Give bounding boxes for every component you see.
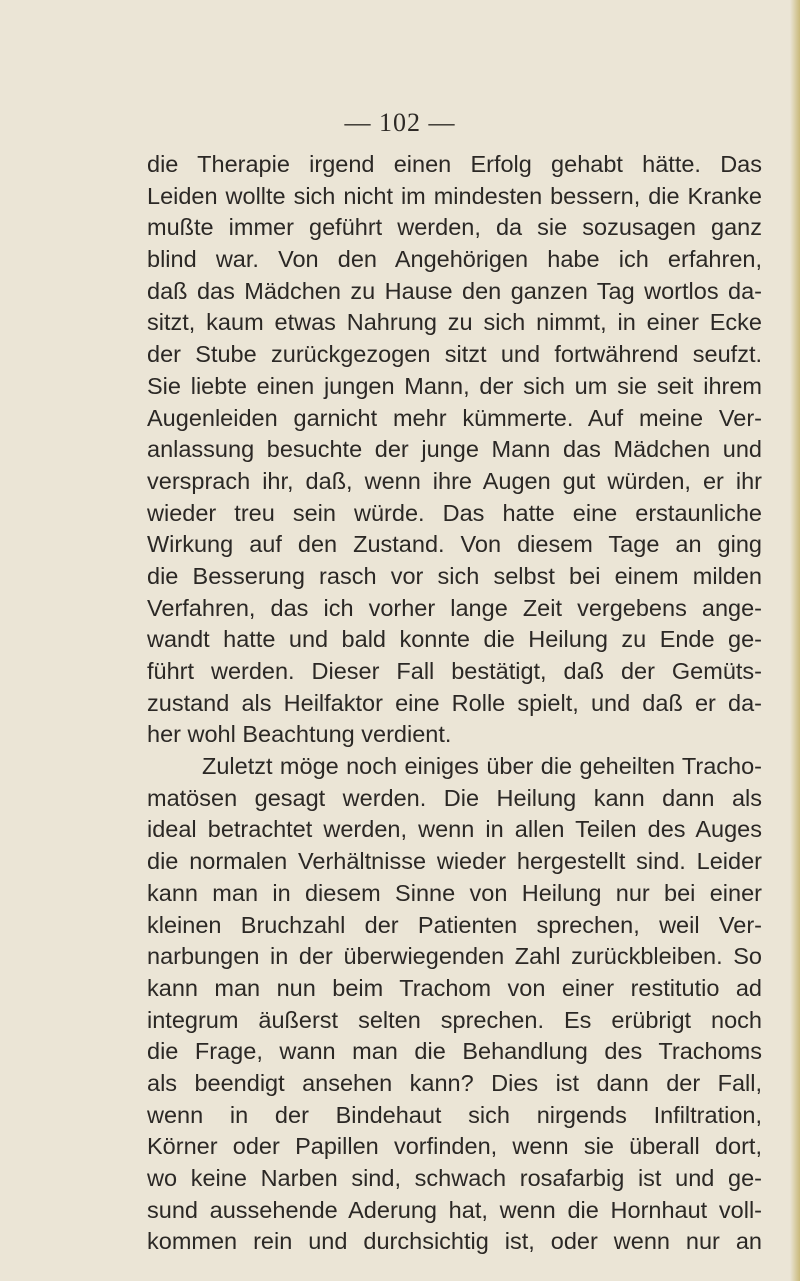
text-line: die Therapie irgend einen Erfolg gehabt hätte. Das — [147, 151, 762, 177]
text-line: kleinen Bruchzahl der Patienten sprechen, weil Ver- — [147, 911, 762, 938]
text-line: kann man in diesem Sinne von Heilung nur bei einer — [147, 879, 762, 906]
text-line: führt werden. Dieser Fall bestätigt, daß der Gemüts- — [147, 658, 762, 684]
text-line: der Stube zurückgezogen sitzt und fortwährend seufzt. — [147, 341, 762, 368]
text-line: wandt hatte und bald konnte die Heilung zu Ende ge- — [147, 626, 762, 653]
text-line: die Frage, wann man die Behandlung des Trachoms — [147, 1038, 762, 1065]
text-line: wenn in der Bindehaut sich nirgends Infiltration, — [147, 1101, 762, 1128]
text-line-paragraph-end: her wohl Beachtung verdient. — [147, 721, 452, 748]
text-line: matösen gesagt werden. Die Heilung kann dann als — [147, 784, 762, 811]
text-line: Sie liebte einen jungen Mann, der sich um sie seit ihrem — [147, 372, 762, 399]
text-line: Verfahren, das ich vorher lange Zeit vergebens ange- — [147, 594, 762, 621]
page-edge-shadow — [790, 0, 800, 1281]
text-line: die Besserung rasch vor sich selbst bei einem milden — [147, 562, 762, 589]
text-line: kann man nun beim Trachom von einer restitutio ad — [147, 974, 762, 1001]
text-line: zustand als Heilfaktor eine Rolle spielt, und daß er da- — [147, 689, 762, 716]
text-line: Augenleiden garnicht mehr kümmerte. Auf meine Ver- — [147, 404, 762, 431]
text-line: kommen rein und durchsichtig ist, oder wenn nur an — [147, 1228, 762, 1255]
text-line: integrum äußerst selten sprechen. Es erübrigt noch — [147, 1006, 762, 1033]
text-line: ideal betrachtet werden, wenn in allen Teilen des Auges — [147, 816, 762, 843]
text-line: die normalen Verhältnisse wieder hergestellt sind. Leider — [147, 848, 762, 875]
text-line: blind war. Von den Angehörigen habe ich erfahren, — [147, 246, 762, 273]
text-line: versprach ihr, daß, wenn ihre Augen gut würden, er ihr — [147, 467, 762, 494]
text-line-paragraph-start: Zuletzt möge noch einiges über die geheilten Tracho- — [202, 753, 762, 780]
text-line: wieder treu sein würde. Das hatte eine erstaunliche — [147, 499, 762, 526]
text-line: anlassung besuchte der junge Mann das Mädchen und — [147, 436, 762, 463]
text-line: Wirkung auf den Zustand. Von diesem Tage an ging — [147, 531, 762, 558]
body-text — [147, 149, 762, 1258]
text-line: Leiden wollte sich nicht im mindesten bessern, die Kranke — [147, 182, 762, 209]
text-line: als beendigt ansehen kann? Dies ist dann der Fall, — [147, 1069, 762, 1096]
text-line: sund aussehende Aderung hat, wenn die Hornhaut voll- — [147, 1196, 762, 1223]
text-line: daß das Mädchen zu Hause den ganzen Tag wortlos da- — [147, 277, 762, 304]
text-line: wo keine Narben sind, schwach rosafarbig ist und ge- — [147, 1165, 762, 1191]
text-line: mußte immer geführt werden, da sie sozusagen ganz — [147, 214, 762, 241]
text-line: Körner oder Papillen vorfinden, wenn sie überall dort, — [147, 1133, 762, 1160]
text-line: sitzt, kaum etwas Nahrung zu sich nimmt, in einer Ecke — [147, 309, 762, 336]
page-number: — 102 — — [344, 108, 456, 137]
text-line: narbungen in der überwiegenden Zahl zurückbleiben. So — [147, 943, 762, 970]
